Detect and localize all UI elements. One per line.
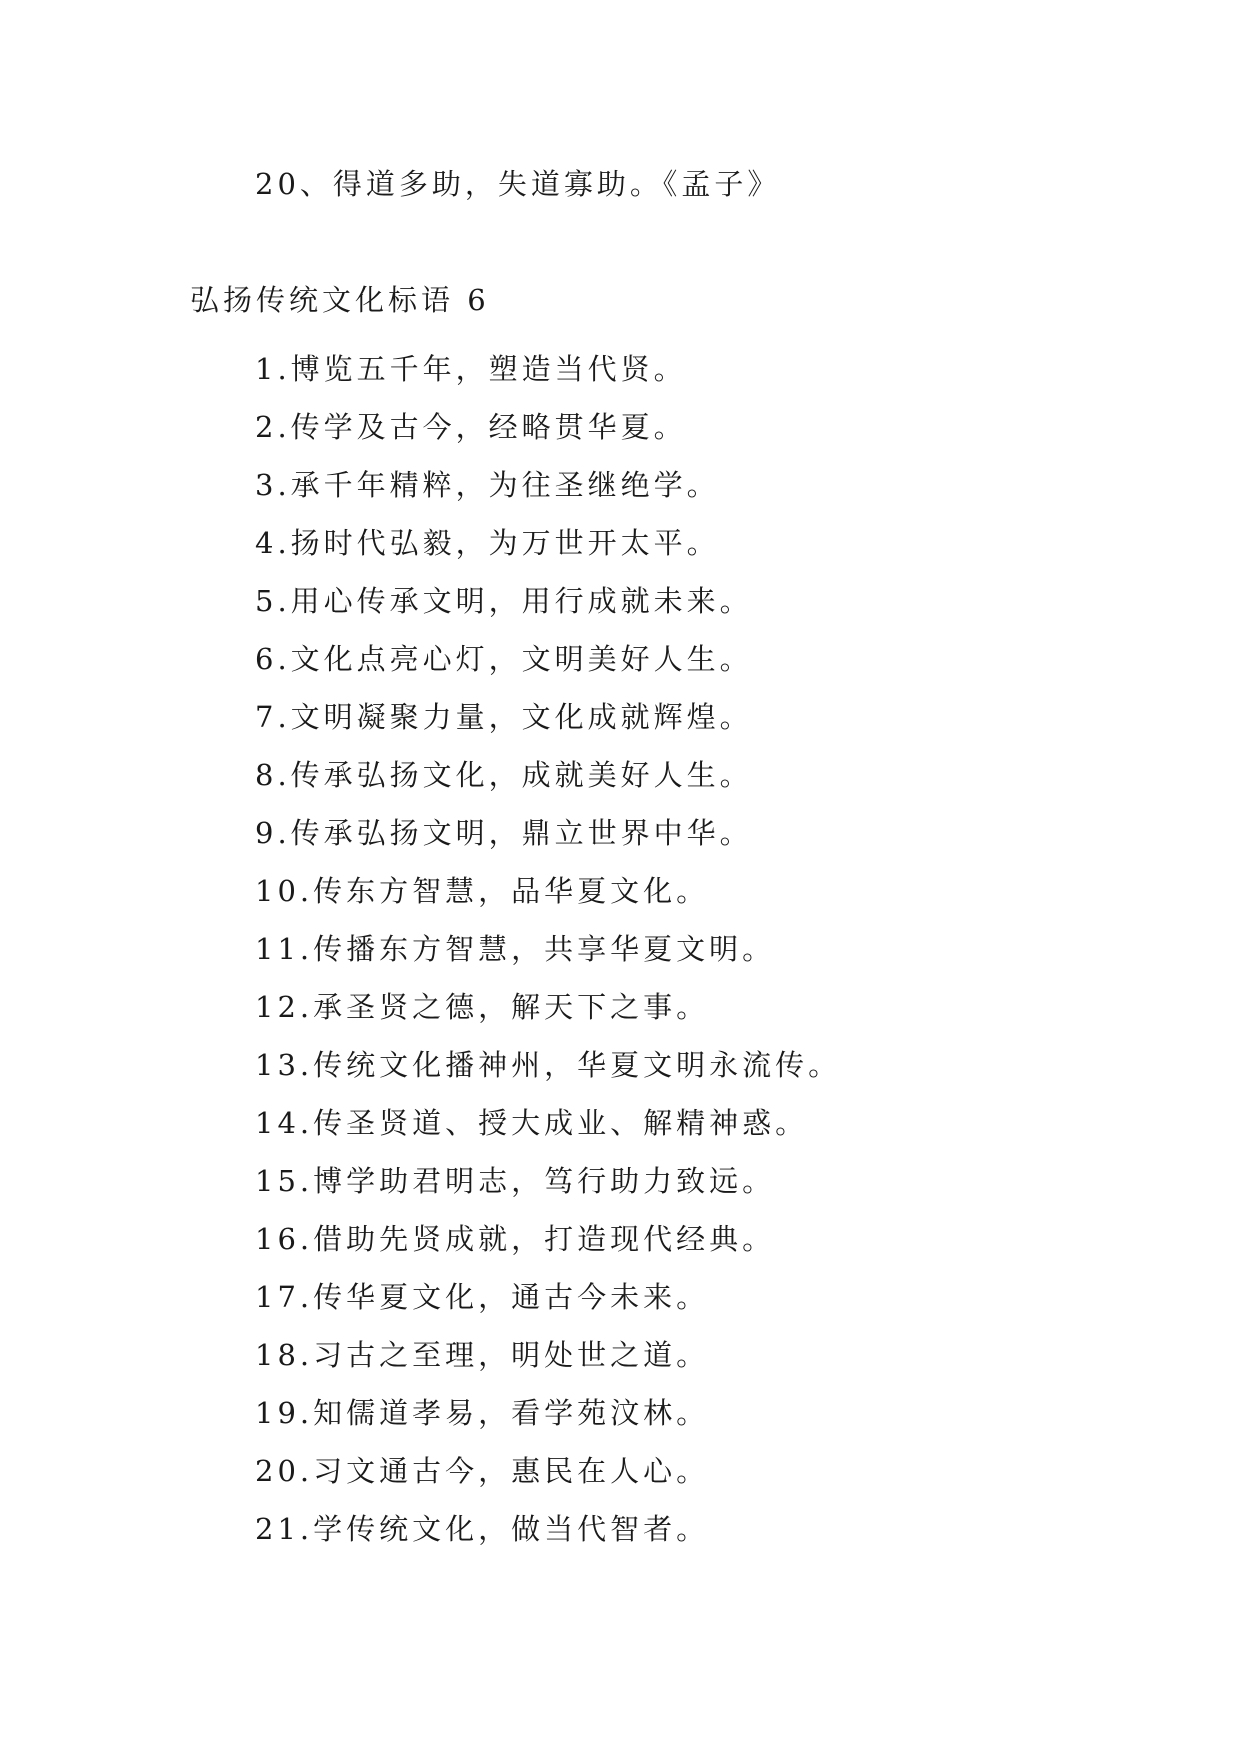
list-item: 10.传东方智慧，品华夏文化。 [255, 874, 710, 908]
list-item: 18.习古之至理，明处世之道。 [255, 1338, 710, 1372]
list-item: 17.传华夏文化，通古今未来。 [255, 1280, 710, 1314]
list-item: 6.文化点亮心灯，文明美好人生。 [255, 642, 753, 676]
list-item: 11.传播东方智慧，共享华夏文明。 [255, 932, 776, 966]
list-item: 3.承千年精粹，为往圣继绝学。 [255, 468, 720, 502]
quote-line: 20、得道多助，失道寡助。《孟子》 [255, 167, 781, 201]
list-item: 1.博览五千年，塑造当代贤。 [255, 352, 687, 386]
list-item: 15.博学助君明志，笃行助力致远。 [255, 1164, 776, 1198]
list-item: 13.传统文化播神州，华夏文明永流传。 [255, 1048, 842, 1082]
list-item: 14.传圣贤道、授大成业、解精神惑。 [255, 1106, 809, 1140]
list-item: 2.传学及古今，经略贯华夏。 [255, 410, 687, 444]
list-item: 19.知儒道孝易，看学苑汶林。 [255, 1396, 710, 1430]
list-item: 12.承圣贤之德，解天下之事。 [255, 990, 710, 1024]
list-item: 20.习文通古今，惠民在人心。 [255, 1454, 710, 1488]
slogan-list [255, 340, 841, 1558]
section-heading: 弘扬传统文化标语 6 [190, 283, 490, 317]
list-item: 16.借助先贤成就，打造现代经典。 [255, 1222, 776, 1256]
list-item: 8.传承弘扬文化，成就美好人生。 [255, 758, 753, 792]
list-item: 4.扬时代弘毅，为万世开太平。 [255, 526, 720, 560]
list-item: 21.学传统文化，做当代智者。 [255, 1512, 710, 1546]
list-item: 9.传承弘扬文明，鼎立世界中华。 [255, 816, 753, 850]
list-item: 7.文明凝聚力量，文化成就辉煌。 [255, 700, 753, 734]
list-item: 5.用心传承文明，用行成就未来。 [255, 584, 753, 618]
